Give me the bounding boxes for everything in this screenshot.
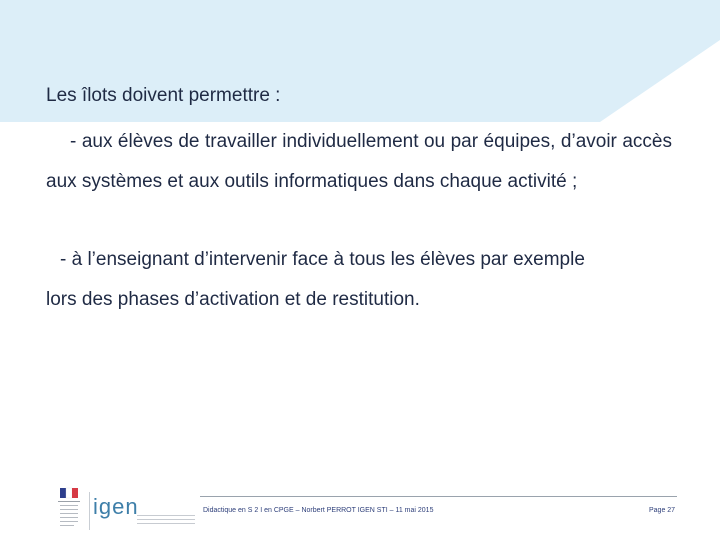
- paragraph-students-first-line: - aux élèves de travailler individuellement ou par équipes,: [70, 131, 556, 152]
- paragraph-teacher-first-line: - à l’enseignant d’intervenir face à tous les élèves par exemple: [60, 249, 585, 270]
- page-number: Page 27: [649, 507, 676, 514]
- igen-logo-subtitle-lines: [137, 515, 195, 524]
- intro-text: Les îlots doivent permettre :: [46, 85, 281, 106]
- footer-divider: [200, 496, 677, 497]
- igen-logo-wordmark: igen: [93, 494, 139, 519]
- paragraph-teacher: [46, 240, 672, 320]
- paragraph-students-rest: d’avoir accès aux systèmes et aux outils informatiques dans chaque activité ;: [46, 131, 672, 192]
- igen-logo: [93, 496, 195, 524]
- footer-caption: Didactique en S 2 I en CPGE – Norbert PERROT IGEN STI – 11 mai 2015: [203, 507, 434, 514]
- paragraph-teacher-rest: lors des phases d’activation et de restitution.: [46, 289, 420, 310]
- republique-francaise-logo: [54, 486, 84, 530]
- paragraph-students: [46, 122, 672, 202]
- logo-divider: [89, 492, 90, 530]
